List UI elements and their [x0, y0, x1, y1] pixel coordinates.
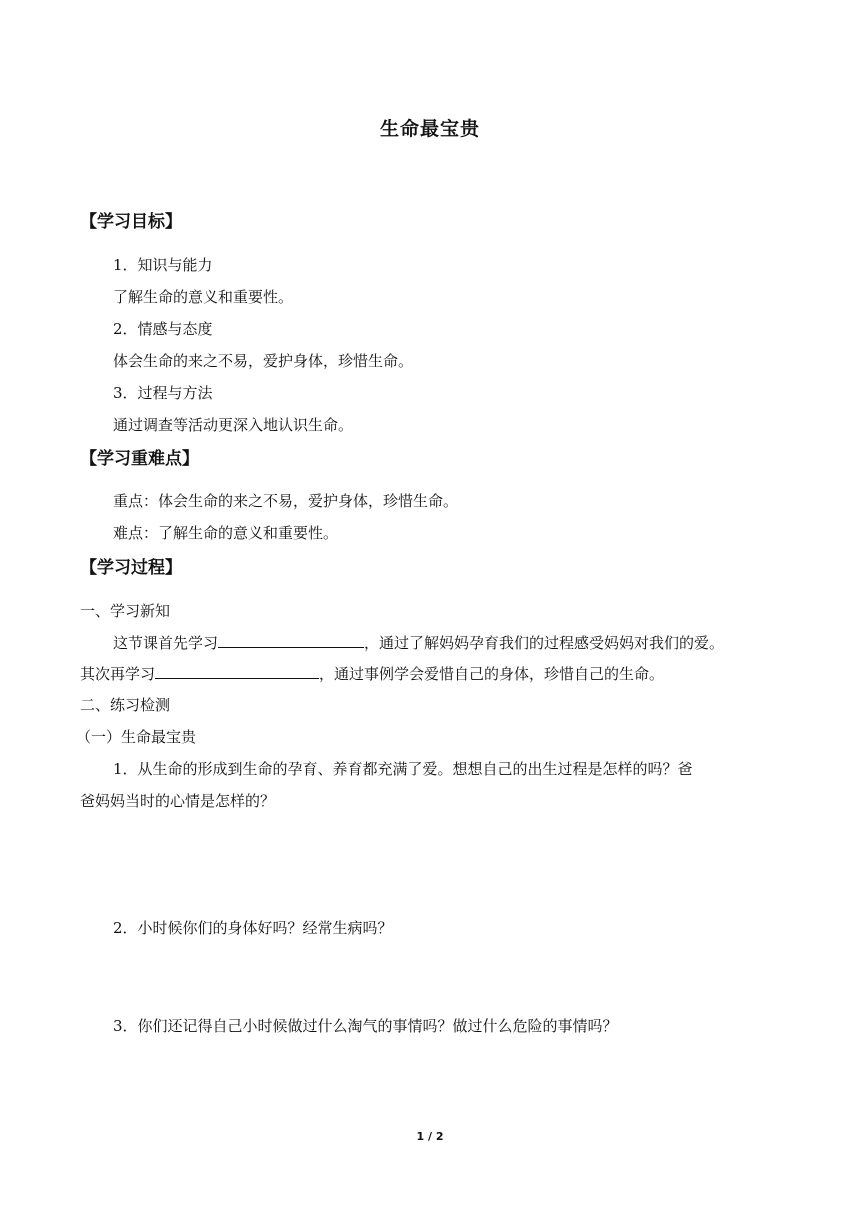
part-1-title: 一、学习新知: [80, 602, 171, 620]
page-number: 1 / 2: [416, 1130, 444, 1143]
goal-item-1-text: 了解生命的意义和重要性。: [113, 288, 294, 306]
paragraph-2-start: 其次再学习: [80, 665, 156, 683]
question-1-line-2: 爸妈妈当时的心情是怎样的？: [80, 792, 276, 810]
key-point-focus: 重点：体会生命的来之不易，爱护身体，珍惜生命。: [113, 492, 459, 510]
paragraph-2-end: ，通过事例学会爱惜自己的身体，珍惜自己的生命。: [319, 665, 665, 683]
section-heading-process: 【学习过程】: [80, 558, 182, 578]
question-3: 3．你们还记得自己小时候做过什么淘气的事情吗？做过什么危险的事情吗？: [113, 1017, 618, 1035]
paragraph-1: [113, 632, 724, 653]
goal-item-1-title: 1．知识与能力: [113, 256, 213, 274]
fill-in-blank-2[interactable]: [155, 664, 319, 679]
fill-in-blank-1[interactable]: [218, 633, 364, 648]
paragraph-1-start: 这节课首先学习: [113, 634, 219, 652]
goal-item-2-title: 2．情感与态度: [113, 320, 213, 338]
page-title: 生命最宝贵: [379, 118, 480, 140]
section-heading-goals: 【学习目标】: [80, 212, 182, 232]
subsection-1-title: （一）生命最宝贵: [76, 728, 197, 746]
key-point-difficulty: 难点：了解生命的意义和重要性。: [113, 524, 339, 542]
question-1-line-1: 1．从生命的形成到生命的孕育、养育都充满了爱。想想自己的出生过程是怎样的吗？爸: [113, 760, 693, 778]
paragraph-2: [80, 663, 664, 684]
section-heading-key-points: 【学习重难点】: [80, 449, 199, 469]
goal-item-3-text: 通过调查等活动更深入地认识生命。: [113, 416, 354, 434]
goal-item-2-text: 体会生命的来之不易，爱护身体，珍惜生命。: [113, 352, 414, 370]
part-2-title: 二、练习检测: [80, 696, 171, 714]
paragraph-1-end: ，通过了解妈妈孕育我们的过程感受妈妈对我们的爱。: [364, 634, 725, 652]
goal-item-3-title: 3．过程与方法: [113, 384, 213, 402]
question-2: 2．小时候你们的身体好吗？经常生病吗？: [113, 919, 393, 937]
